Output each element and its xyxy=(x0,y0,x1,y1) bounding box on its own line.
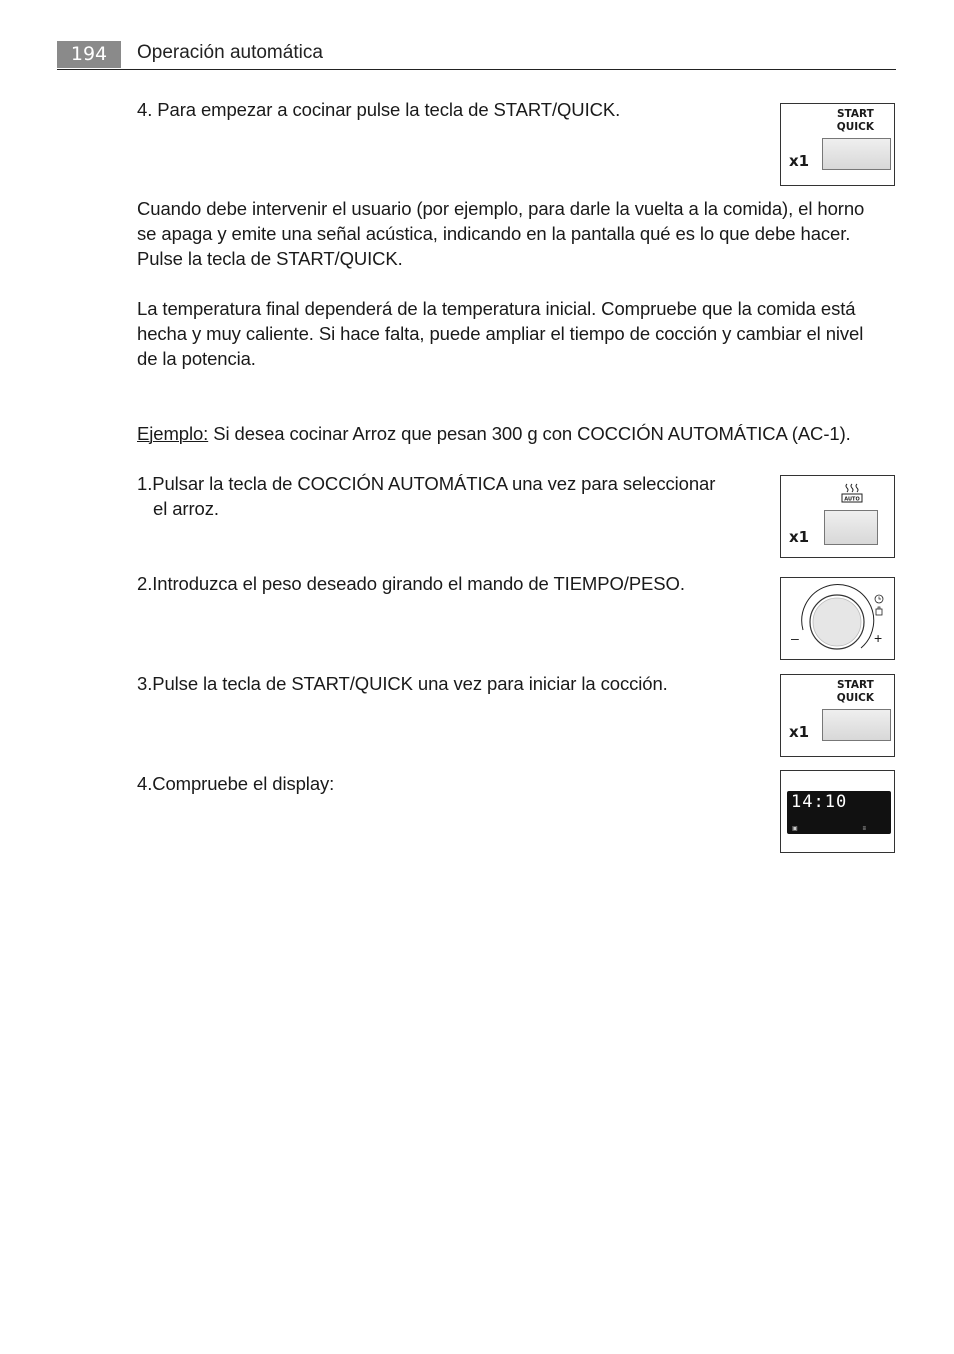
dial-minus-label: – xyxy=(791,630,799,646)
step-3: 3.Pulse la tecla de START/QUICK una vez para iniciar la cocción. xyxy=(137,673,668,694)
page-number: 194 xyxy=(57,41,121,68)
paragraph-temperature: La temperatura final dependerá de la temperatura inicial. Compruebe que la comida está hecha y muy caliente. Si hace falta, puede ampliar el tiempo de cocción y cambiar el nivel de la potencia. xyxy=(137,298,864,369)
display-illustration xyxy=(780,770,895,853)
press-count: x1 xyxy=(789,152,810,170)
example-text: Si desea cocinar Arroz que pesan 300 g con COCCIÓN AUTOMÁTICA (AC-1). xyxy=(208,423,851,444)
start-quick-label: START QUICK xyxy=(836,679,874,704)
dial-plus-label: + xyxy=(874,630,883,646)
step-1-line1: 1.Pulsar la tecla de COCCIÓN AUTOMÁTICA una vez para seleccionar xyxy=(137,473,716,494)
auto-cook-button xyxy=(824,510,878,545)
svg-text:AUTO: AUTO xyxy=(844,496,860,503)
step-2: 2.Introduzca el peso deseado girando el mando de TIEMPO/PESO. xyxy=(137,573,685,594)
paragraph-intervention: Cuando debe intervenir el usuario (por ejemplo, para darle la vuelta a la comida), el horno se apaga y emite una señal acústica, indicando en la pantalla qué es lo que debe hacer. Pulse la tecla de START/QUICK. xyxy=(137,198,865,269)
oven-display xyxy=(787,791,891,834)
intro-step: 4. Para empezar a cocinar pulse la tecla de START/QUICK. xyxy=(137,99,621,120)
example-label: Ejemplo: xyxy=(137,423,209,444)
example-line xyxy=(137,421,897,446)
start-quick-key-illustration-2 xyxy=(780,674,895,757)
time-weight-dial-illustration xyxy=(780,577,895,660)
auto-cook-key-illustration xyxy=(780,475,895,558)
step-4: 4.Compruebe el display: xyxy=(137,773,335,794)
start-quick-label: START QUICK xyxy=(836,108,874,133)
page-header xyxy=(57,41,896,70)
step-1-line2: el arroz. xyxy=(153,498,219,519)
start-quick-key-illustration xyxy=(780,103,895,186)
oven-icon: ▣ xyxy=(792,826,798,832)
step-1 xyxy=(137,471,737,521)
auto-cook-icon xyxy=(841,483,863,503)
dial-knob xyxy=(781,578,896,661)
section-title: Operación automática xyxy=(137,42,323,63)
display-digits: 14:10 xyxy=(791,792,848,812)
auto-indicator-icon: ≡ xyxy=(862,826,866,832)
press-count: x1 xyxy=(789,723,810,741)
start-quick-button xyxy=(822,709,891,741)
press-count: x1 xyxy=(789,528,810,546)
start-quick-button xyxy=(822,138,891,170)
